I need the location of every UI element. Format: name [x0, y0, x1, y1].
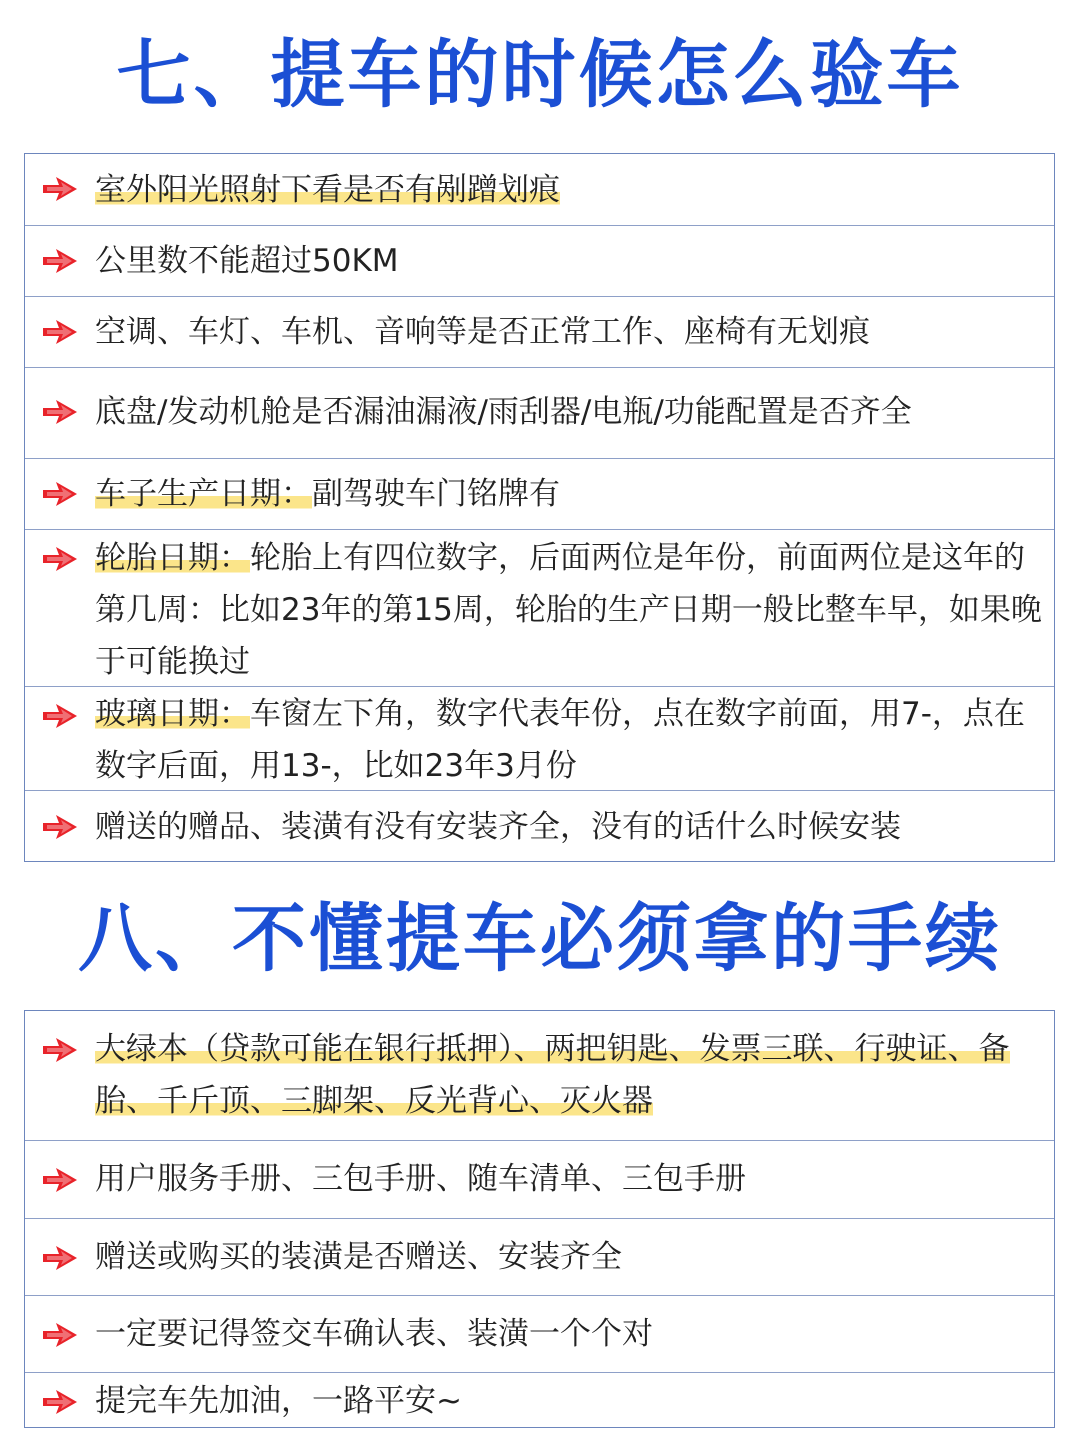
red-arrow-icon — [41, 246, 79, 276]
body-text: 公里数不能超过50KM — [95, 243, 399, 279]
list-item — [25, 529, 1054, 687]
list-item-text — [95, 386, 1042, 438]
list-item-text — [95, 688, 1042, 792]
body-text: 用户服务手册、三包手册、随车清单、三包手册 — [95, 1161, 746, 1197]
red-arrow-icon — [41, 317, 79, 347]
body-text: 提完车先加油，一路平安~ — [95, 1383, 462, 1419]
list-item — [25, 1372, 1054, 1428]
list-item — [25, 1140, 1054, 1219]
list-item-text — [95, 1231, 1042, 1283]
documents-checklist-table — [24, 1010, 1055, 1428]
list-item-text — [95, 164, 1042, 216]
red-arrow-icon — [41, 544, 79, 574]
list-item — [25, 458, 1054, 530]
body-text: 副驾驶车门铭牌有 — [312, 476, 560, 512]
list-item — [25, 225, 1054, 297]
list-item-text — [95, 468, 1042, 520]
list-item-text — [95, 1308, 1042, 1360]
list-item — [25, 790, 1054, 862]
list-item-text — [95, 1023, 1042, 1127]
body-text: 车窗左下角，数字代表年份，点在数字前面，用7-，点在数字后面，用13-，比如23年3月份 — [95, 696, 1025, 784]
list-item-text — [95, 532, 1042, 688]
list-item — [25, 686, 1054, 791]
list-item — [25, 154, 1054, 225]
red-arrow-icon — [41, 701, 79, 731]
red-arrow-icon — [41, 479, 79, 509]
section-2-title: 八、不懂提车必须拿的手续 — [78, 896, 1002, 982]
body-text: 赠送或购买的装潢是否赠送、安装齐全 — [95, 1239, 622, 1275]
highlight-text: 室外阳光照射下看是否有剐蹭划痕 — [95, 172, 560, 208]
red-arrow-icon — [41, 1320, 79, 1350]
list-item — [25, 1011, 1054, 1140]
list-item-text — [95, 1153, 1042, 1205]
list-item-text — [95, 235, 1042, 287]
highlight-text: 玻璃日期： — [95, 696, 250, 732]
body-text: 底盘/发动机舱是否漏油漏液/雨刮器/电瓶/功能配置是否齐全 — [95, 394, 912, 430]
red-arrow-icon — [41, 1243, 79, 1273]
red-arrow-icon — [41, 1035, 79, 1065]
highlight-text: 车子生产日期： — [95, 476, 312, 512]
red-arrow-icon — [41, 174, 79, 204]
list-item-text — [95, 1375, 1042, 1427]
list-item — [25, 1295, 1054, 1373]
list-item-text — [95, 801, 1042, 853]
red-arrow-icon — [41, 1165, 79, 1195]
body-text: 空调、车灯、车机、音响等是否正常工作、座椅有无划痕 — [95, 314, 870, 350]
body-text: 一定要记得签交车确认表、装潢一个个对 — [95, 1316, 653, 1352]
red-arrow-icon — [41, 812, 79, 842]
body-text: 赠送的赠品、装潢有没有安装齐全，没有的话什么时候安装 — [95, 809, 901, 845]
list-item — [25, 1218, 1054, 1296]
highlight-text: 轮胎日期： — [95, 540, 250, 576]
red-arrow-icon — [41, 1387, 79, 1417]
section-1-title: 七、提车的时候怎么验车 — [116, 32, 964, 118]
list-item — [25, 367, 1054, 459]
highlight-text: 大绿本（贷款可能在银行抵押）、两把钥匙、发票三联、行驶证、备胎、千斤顶、三脚架、反光背心、灭火器 — [95, 1031, 1010, 1119]
body-text: 轮胎上有四位数字，后面两位是年份，前面两位是这年的第几周：比如23年的第15周，轮胎的生产日期一般比整车早，如果晚于可能换过 — [95, 540, 1042, 680]
inspection-checklist-table — [24, 153, 1055, 862]
red-arrow-icon — [41, 397, 79, 427]
list-item-text — [95, 306, 1042, 358]
list-item — [25, 296, 1054, 368]
